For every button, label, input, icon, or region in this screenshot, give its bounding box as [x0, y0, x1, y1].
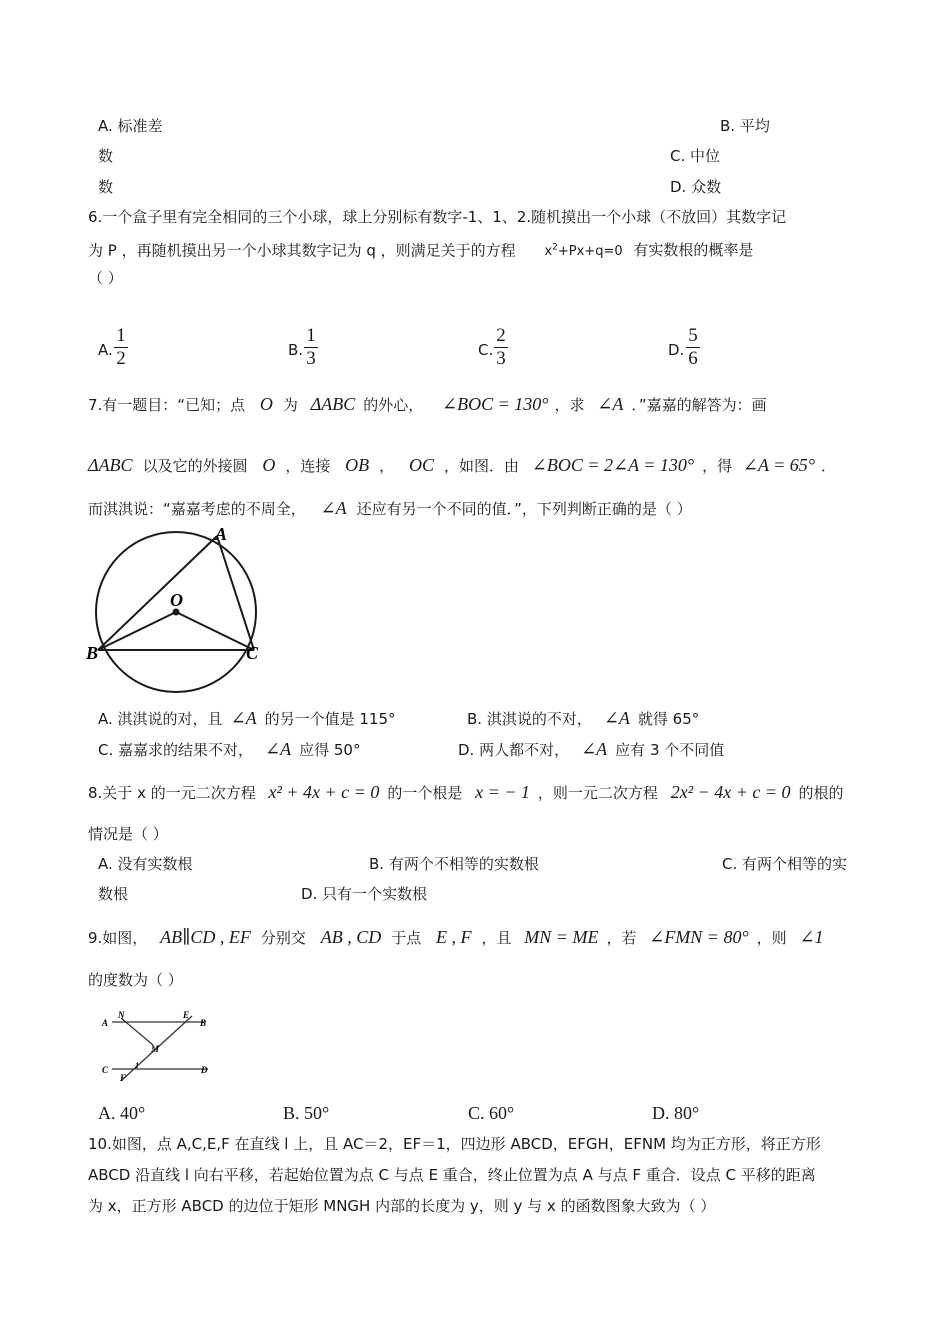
q6-stem-text: 为 P ，再随机摸出另一个小球其数字记为 q ，则满足关于的方程: [88, 241, 516, 260]
label-b: B: [86, 643, 99, 663]
q5-option-b-wrap: 数: [98, 147, 114, 165]
q5-option-c[interactable]: C. 中位: [670, 147, 721, 165]
q9-option-c[interactable]: C. 60°: [468, 1103, 515, 1123]
q7-option-b[interactable]: B. 淇淇说的不对， ∠A 就得 65°: [467, 708, 700, 728]
q8-option-d[interactable]: D. 只有一个实数根: [301, 885, 428, 903]
q6-stem-line1: 6.一个盒子里有完全相同的三个小球，球上分别标有数字-1、1、2.随机摸出一个小球（不放回）其数字记: [88, 208, 787, 226]
q8-option-c[interactable]: C. 有两个相等的实: [722, 855, 848, 873]
q7-stem-line3: 而淇淇说：“嘉嘉考虑的不周全， ∠A 还应有另一个不同的值．”，下列判断正确的是（ ）: [88, 498, 692, 518]
q6-option-a-fraction: 1 2: [114, 326, 128, 369]
q9-option-d[interactable]: D. 80°: [652, 1103, 700, 1123]
label-a: A: [215, 524, 228, 544]
label-n: N: [118, 1010, 125, 1020]
q6-option-b-fraction: 1 3: [304, 326, 318, 369]
q10-stem-line3: 为 x，正方形 ABCD 的边位于矩形 MNGH 内部的长度为 y，则 y 与 x 的函数图象大致为（ ）: [88, 1197, 716, 1215]
q7-stem-line1: 7.有一题目：“已知；点 O 为 ΔABC 的外心， ∠BOC = 130° ，求 ∠A ．”嘉嘉的解答为：画: [88, 394, 767, 414]
q8-stem-line2: 情况是（ ）: [88, 825, 168, 843]
segment-ab: [98, 536, 217, 650]
label-o: O: [170, 590, 183, 610]
q5-option-b[interactable]: B. 平均: [720, 117, 770, 135]
q7-option-d[interactable]: D. 两人都不对， ∠A 应有 3 个不同值: [458, 739, 725, 759]
q6-answer-paren: （ ）: [88, 269, 123, 287]
q6-option-b[interactable]: B.: [288, 341, 304, 359]
q10-stem-line2: ABCD 沿直线 l 向右平移，若起始位置为点 C 与点 E 重合，终止位置为点 A 与点 F 重合．设点 C 平移的距离: [88, 1166, 816, 1184]
q8-option-c-wrap: 数根: [98, 885, 129, 903]
label-c: C: [102, 1065, 109, 1075]
q8-option-a[interactable]: A. 没有实数根: [98, 855, 193, 873]
q7-circle-figure: [80, 522, 270, 702]
q7-option-c[interactable]: C. 嘉嘉求的结果不对， ∠A 应得 50°: [98, 739, 361, 759]
segment-ac: [217, 536, 254, 650]
q7-option-a[interactable]: A. 淇淇说的对，且 ∠A 的另一个值是 115°: [98, 708, 396, 728]
q6-option-c-fraction: 2 3: [494, 326, 508, 369]
q5-option-d[interactable]: D. 众数: [670, 178, 722, 196]
q6-stem-end: 有实数根的概率是: [633, 241, 754, 260]
label-a: A: [102, 1018, 109, 1028]
segment-oc: [176, 612, 254, 650]
label-c: C: [246, 643, 259, 663]
q5-option-a[interactable]: A. 标准差: [98, 117, 163, 135]
q9-stem-line1: 9.如图， AB∥CD , EF 分别交 AB , CD 于点 E , F ，且 MN = ME ，若 ∠FMN = 80° ，则 ∠1: [88, 927, 824, 947]
q9-parallel-lines-figure: [88, 996, 218, 1088]
q7-stem-line2: ΔABC 以及它的外接圆 O ，连接 OB ， OC ，如图．由 ∠BOC = 2∠A = 130° ，得 ∠A = 65° ．: [88, 455, 837, 475]
q9-option-a[interactable]: A. 40°: [98, 1103, 146, 1123]
label-angle-1: 1: [135, 1061, 139, 1070]
q5-option-c-wrap: 数: [98, 178, 114, 196]
q6-option-d-fraction: 5 6: [686, 326, 700, 369]
q6-option-d[interactable]: D.: [668, 341, 685, 359]
q8-stem-line1: 8.关于 x 的一元二次方程 x² + 4x + c = 0 的一个根是 x = − 1 ，则一元二次方程 2x² − 4x + c = 0 的根的: [88, 782, 844, 802]
q6-option-a[interactable]: A.: [98, 341, 113, 359]
label-m: M: [151, 1044, 160, 1054]
segment-ob: [98, 612, 176, 650]
q10-stem-line1: 10.如图，点 A,C,E,F 在直线 l 上，且 AC＝2，EF＝1，四边形 ABCD，EFGH，EFNM 均为正方形，将正方形: [88, 1135, 821, 1153]
q8-option-b[interactable]: B. 有两个不相等的实数根: [369, 855, 539, 873]
q9-stem-line2: 的度数为（ ）: [88, 971, 183, 989]
q6-option-c[interactable]: C.: [478, 341, 494, 359]
label-d: D: [201, 1065, 208, 1075]
label-e: E: [183, 1010, 190, 1020]
q9-option-b[interactable]: B. 50°: [283, 1103, 330, 1123]
q6-stem-line2: [88, 238, 753, 262]
label-f: F: [120, 1073, 127, 1083]
q6-equation: $x^2+Px+q=0$: [544, 243, 623, 260]
label-b: B: [200, 1018, 207, 1028]
